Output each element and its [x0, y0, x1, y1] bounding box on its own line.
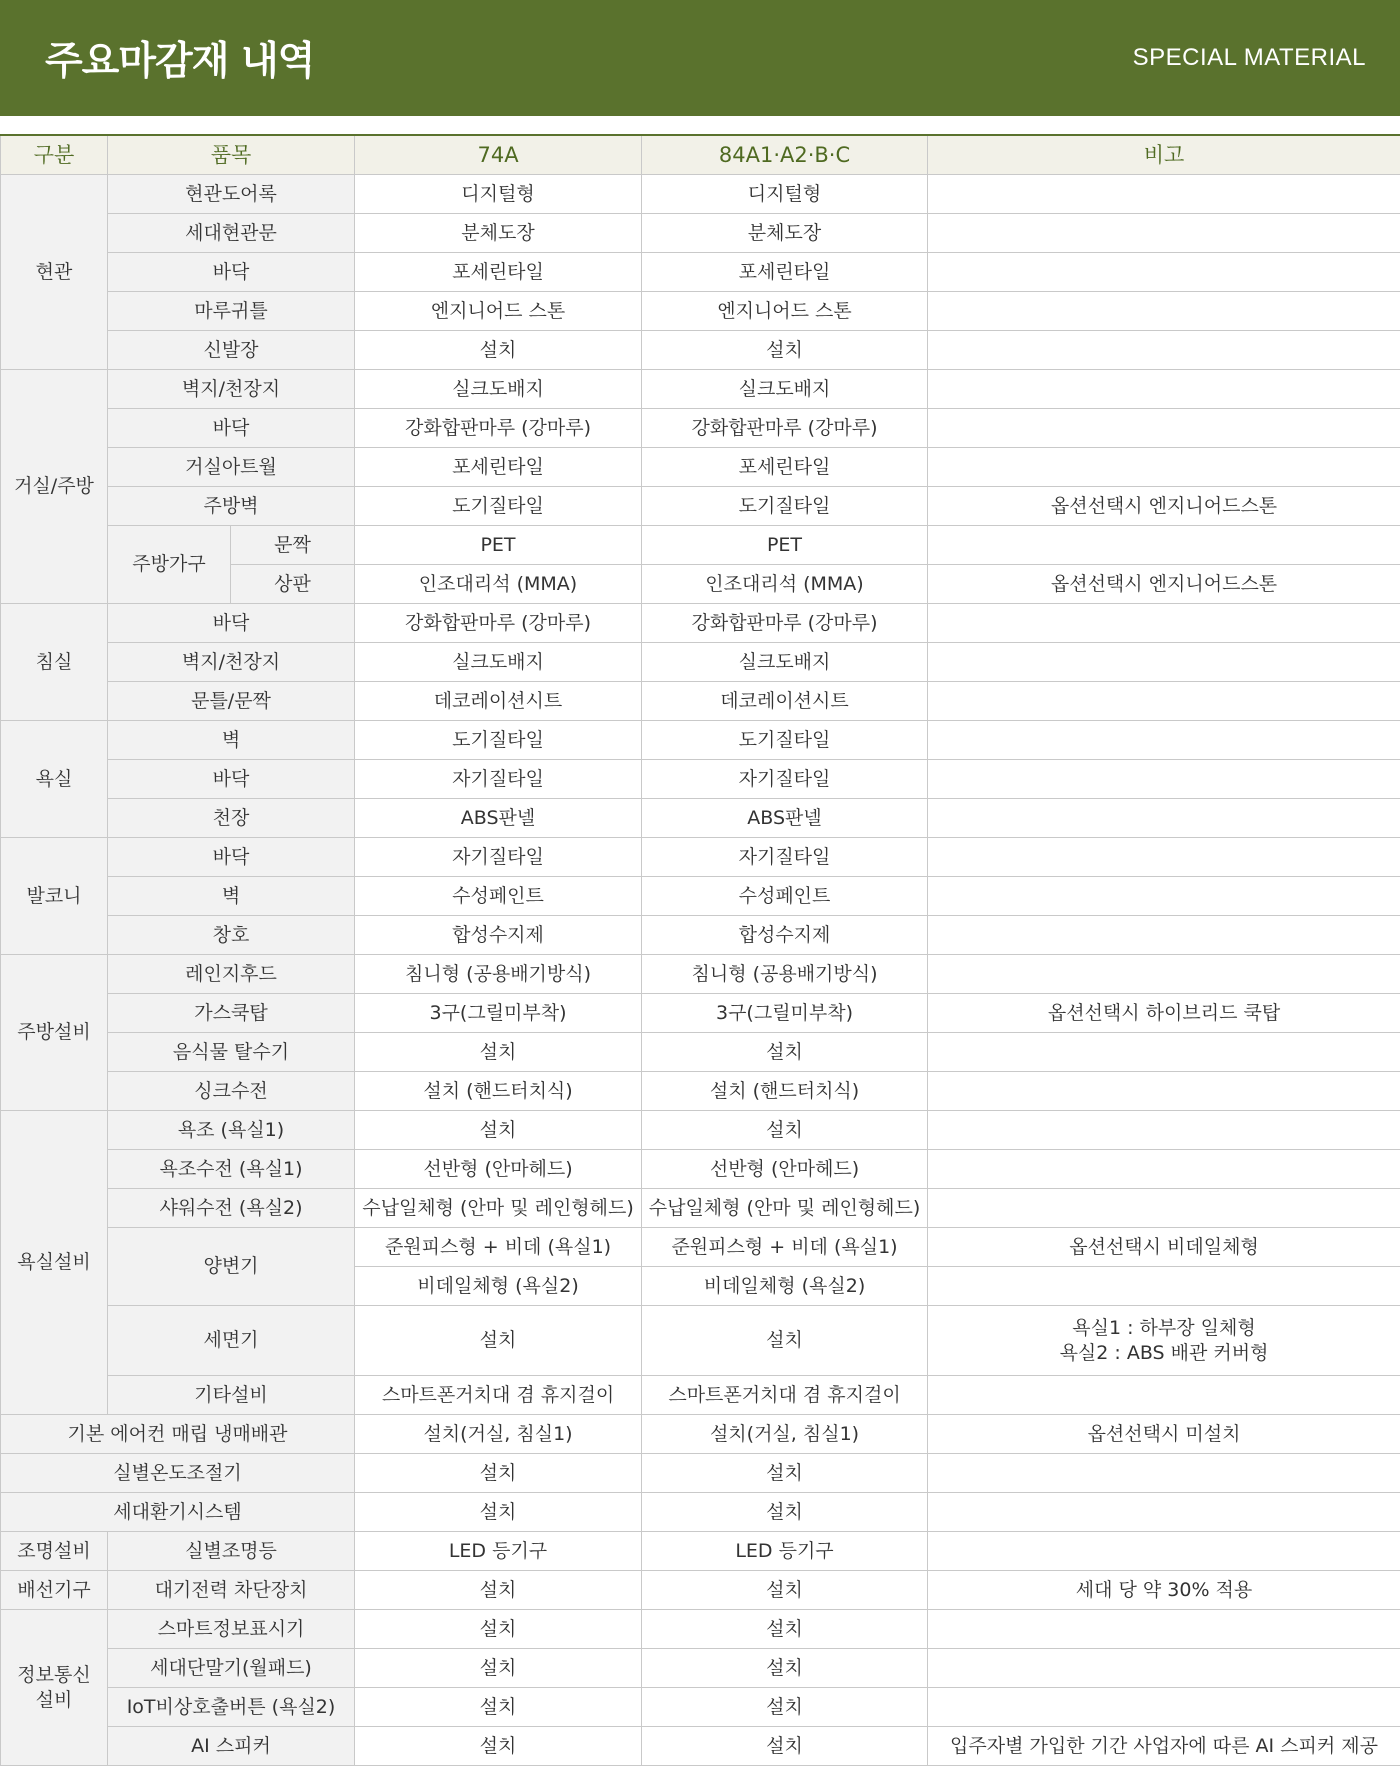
item-cell: 기타설비 — [108, 1376, 355, 1415]
category-line: 설비 — [35, 1688, 73, 1711]
table-row — [1, 331, 1400, 370]
value-74a: 비데일체형 (욕실2) — [355, 1267, 642, 1306]
value-84a: 포세린타일 — [642, 253, 928, 292]
value-84a: 준원피스형 + 비데 (욕실1) — [642, 1228, 928, 1267]
category-cell: 욕실설비 — [1, 1111, 108, 1415]
note-cell: 옵션선택시 미설치 — [928, 1415, 1400, 1454]
table-row — [1, 1033, 1400, 1072]
item-cell: 바닥 — [108, 760, 355, 799]
value-84a: 인조대리석 (MMA) — [642, 565, 928, 604]
note-cell — [928, 1454, 1400, 1493]
value-84a: 분체도장 — [642, 214, 928, 253]
note-cell — [928, 877, 1400, 916]
category-cell: 조명설비 — [1, 1532, 108, 1571]
value-74a: PET — [355, 526, 642, 565]
value-74a: 선반형 (안마헤드) — [355, 1150, 642, 1189]
note-cell: 옵션선택시 엔지니어드스톤 — [928, 565, 1400, 604]
category-cell: 주방설비 — [1, 955, 108, 1111]
value-74a: 설치 — [355, 1649, 642, 1688]
materials-table — [0, 134, 1400, 1766]
item-cell: 레인지후드 — [108, 955, 355, 994]
table-row — [1, 604, 1400, 643]
table-row — [1, 877, 1400, 916]
note-cell — [928, 1493, 1400, 1532]
value-84a: 설치 — [642, 1649, 928, 1688]
value-74a: 설치 — [355, 1454, 642, 1493]
category-cell: 욕실 — [1, 721, 108, 838]
value-84a: 디지털형 — [642, 175, 928, 214]
header-category: 구분 — [1, 135, 108, 175]
note-cell: 입주자별 가입한 기간 사업자에 따른 AI 스피커 제공 — [928, 1727, 1400, 1766]
note-cell — [928, 1072, 1400, 1111]
note-cell — [928, 370, 1400, 409]
value-84a: 엔지니어드 스톤 — [642, 292, 928, 331]
category-cell — [1, 1610, 108, 1766]
value-74a: 설치 — [355, 1111, 642, 1150]
item-cell: 거실아트월 — [108, 448, 355, 487]
table-row — [1, 292, 1400, 331]
item-cell: 스마트정보표시기 — [108, 1610, 355, 1649]
note-cell — [928, 604, 1400, 643]
value-74a: 합성수지제 — [355, 916, 642, 955]
value-74a: ABS판넬 — [355, 799, 642, 838]
table-row — [1, 721, 1400, 760]
table-row — [1, 1415, 1400, 1454]
page-header — [0, 0, 1400, 116]
value-84a: 강화합판마루 (강마루) — [642, 409, 928, 448]
table-row — [1, 682, 1400, 721]
table-row — [1, 1111, 1400, 1150]
header-74a: 74A — [355, 135, 642, 175]
table-row — [1, 448, 1400, 487]
table-row — [1, 1610, 1400, 1649]
value-74a: 수성페인트 — [355, 877, 642, 916]
value-74a: 준원피스형 + 비데 (욕실1) — [355, 1228, 642, 1267]
value-74a: 설치 — [355, 1493, 642, 1532]
value-74a: 수납일체형 (안마 및 레인형헤드) — [355, 1189, 642, 1228]
value-84a: 강화합판마루 (강마루) — [642, 604, 928, 643]
table-header-row — [1, 135, 1400, 175]
item-cell: 실별온도조절기 — [1, 1454, 355, 1493]
note-cell — [928, 253, 1400, 292]
table-row — [1, 643, 1400, 682]
item-cell: 주방벽 — [108, 487, 355, 526]
note-cell: 옵션선택시 엔지니어드스톤 — [928, 487, 1400, 526]
value-74a: 설치 — [355, 1610, 642, 1649]
item-cell: AI 스피커 — [108, 1727, 355, 1766]
table-row — [1, 253, 1400, 292]
value-84a: 실크도배지 — [642, 370, 928, 409]
note-cell — [928, 955, 1400, 994]
note-cell — [928, 643, 1400, 682]
value-84a: ABS판넬 — [642, 799, 928, 838]
item-cell: 문짝 — [231, 526, 355, 565]
note-cell — [928, 526, 1400, 565]
note-cell — [928, 175, 1400, 214]
value-84a: 침니형 (공용배기방식) — [642, 955, 928, 994]
table-row — [1, 838, 1400, 877]
item-cell: 현관도어록 — [108, 175, 355, 214]
value-74a: 3구(그릴미부착) — [355, 994, 642, 1033]
value-84a: 비데일체형 (욕실2) — [642, 1267, 928, 1306]
value-74a: 포세린타일 — [355, 448, 642, 487]
item-cell: 바닥 — [108, 409, 355, 448]
value-84a: 수납일체형 (안마 및 레인형헤드) — [642, 1189, 928, 1228]
value-74a: 자기질타일 — [355, 760, 642, 799]
table-row — [1, 370, 1400, 409]
item-cell: 벽지/천장지 — [108, 643, 355, 682]
item-cell: 욕조 (욕실1) — [108, 1111, 355, 1150]
item-cell: 세대환기시스템 — [1, 1493, 355, 1532]
note-cell — [928, 1150, 1400, 1189]
page-subtitle: SPECIAL MATERIAL — [1132, 44, 1366, 71]
value-74a: 도기질타일 — [355, 487, 642, 526]
table-row — [1, 1571, 1400, 1610]
value-74a: 인조대리석 (MMA) — [355, 565, 642, 604]
value-84a: 설치 — [642, 1688, 928, 1727]
value-74a: 설치 — [355, 1727, 642, 1766]
item-cell: 싱크수전 — [108, 1072, 355, 1111]
item-cell: 마루귀틀 — [108, 292, 355, 331]
item-cell: 욕조수전 (욕실1) — [108, 1150, 355, 1189]
value-84a: 실크도배지 — [642, 643, 928, 682]
value-84a: 설치 — [642, 1571, 928, 1610]
page-title: 주요마감재 내역 — [45, 39, 315, 84]
value-84a: 수성페인트 — [642, 877, 928, 916]
table-row — [1, 799, 1400, 838]
value-74a: 설치 — [355, 1033, 642, 1072]
category-cell: 거실/주방 — [1, 370, 108, 604]
value-74a: 실크도배지 — [355, 370, 642, 409]
value-84a: 설치 — [642, 1493, 928, 1532]
item-cell: 양변기 — [108, 1228, 355, 1306]
header-note: 비고 — [928, 135, 1400, 175]
item-cell: 벽 — [108, 877, 355, 916]
note-cell — [928, 214, 1400, 253]
note-cell — [928, 331, 1400, 370]
item-cell: 문틀/문짝 — [108, 682, 355, 721]
header-84a: 84A1·A2·B·C — [642, 135, 928, 175]
note-cell — [928, 721, 1400, 760]
table-row — [1, 1306, 1400, 1376]
item-cell: 샤워수전 (욕실2) — [108, 1189, 355, 1228]
value-84a: 포세린타일 — [642, 448, 928, 487]
note-cell — [928, 1267, 1400, 1306]
value-74a: 자기질타일 — [355, 838, 642, 877]
table-row — [1, 175, 1400, 214]
note-cell — [928, 916, 1400, 955]
value-74a: 분체도장 — [355, 214, 642, 253]
value-84a: LED 등기구 — [642, 1532, 928, 1571]
value-74a: 설치 — [355, 1571, 642, 1610]
table-row — [1, 1454, 1400, 1493]
item-cell: 천장 — [108, 799, 355, 838]
note-cell — [928, 838, 1400, 877]
value-74a: 실크도배지 — [355, 643, 642, 682]
table-row — [1, 526, 1400, 565]
value-84a: 3구(그릴미부착) — [642, 994, 928, 1033]
note-cell — [928, 682, 1400, 721]
item-cell: 창호 — [108, 916, 355, 955]
table-row — [1, 1727, 1400, 1766]
note-cell — [928, 292, 1400, 331]
category-cell: 침실 — [1, 604, 108, 721]
value-74a: 포세린타일 — [355, 253, 642, 292]
value-74a: 도기질타일 — [355, 721, 642, 760]
note-cell — [928, 1610, 1400, 1649]
item-cell: 바닥 — [108, 838, 355, 877]
value-74a: 스마트폰거치대 겸 휴지걸이 — [355, 1376, 642, 1415]
value-74a: 설치 — [355, 1688, 642, 1727]
category-line: 정보통신 — [17, 1663, 91, 1686]
table-row — [1, 955, 1400, 994]
item-cell: 바닥 — [108, 604, 355, 643]
value-84a: 설치 — [642, 1454, 928, 1493]
category-cell: 발코니 — [1, 838, 108, 955]
value-84a: 설치 — [642, 1306, 928, 1376]
value-84a: 합성수지제 — [642, 916, 928, 955]
table-row — [1, 760, 1400, 799]
value-84a: 선반형 (안마헤드) — [642, 1150, 928, 1189]
note-cell — [928, 1376, 1400, 1415]
note-cell: 옵션선택시 비데일체형 — [928, 1228, 1400, 1267]
value-74a: 강화합판마루 (강마루) — [355, 409, 642, 448]
value-84a: 설치(거실, 침실1) — [642, 1415, 928, 1454]
note-line: 욕실1 : 하부장 일체형 — [1072, 1316, 1256, 1339]
item-cell: 실별조명등 — [108, 1532, 355, 1571]
table-row — [1, 409, 1400, 448]
item-cell: 바닥 — [108, 253, 355, 292]
note-cell — [928, 1189, 1400, 1228]
value-74a: 설치 — [355, 331, 642, 370]
item-cell: 세면기 — [108, 1306, 355, 1376]
value-84a: 스마트폰거치대 겸 휴지걸이 — [642, 1376, 928, 1415]
note-cell — [928, 1306, 1400, 1376]
note-cell: 세대 당 약 30% 적용 — [928, 1571, 1400, 1610]
note-cell — [928, 409, 1400, 448]
subgroup-cell: 주방가구 — [108, 526, 231, 604]
value-84a: 도기질타일 — [642, 721, 928, 760]
item-cell: 벽지/천장지 — [108, 370, 355, 409]
header-item: 품목 — [108, 135, 355, 175]
value-84a: 설치 (핸드터치식) — [642, 1072, 928, 1111]
table-row — [1, 1493, 1400, 1532]
table-row — [1, 1228, 1400, 1267]
value-74a: 엔지니어드 스톤 — [355, 292, 642, 331]
note-cell — [928, 1532, 1400, 1571]
value-84a: 설치 — [642, 1111, 928, 1150]
item-cell: 신발장 — [108, 331, 355, 370]
item-cell: 대기전력 차단장치 — [108, 1571, 355, 1610]
item-cell: 벽 — [108, 721, 355, 760]
item-cell: 가스쿡탑 — [108, 994, 355, 1033]
value-84a: 설치 — [642, 1033, 928, 1072]
value-84a: 자기질타일 — [642, 838, 928, 877]
item-cell: 기본 에어컨 매립 냉매배관 — [1, 1415, 355, 1454]
value-84a: 데코레이션시트 — [642, 682, 928, 721]
note-cell — [928, 1033, 1400, 1072]
value-84a: 설치 — [642, 1610, 928, 1649]
value-74a: 침니형 (공용배기방식) — [355, 955, 642, 994]
value-74a: 설치(거실, 침실1) — [355, 1415, 642, 1454]
table-row — [1, 916, 1400, 955]
value-74a: 디지털형 — [355, 175, 642, 214]
note-cell — [928, 760, 1400, 799]
table-row — [1, 1189, 1400, 1228]
note-cell — [928, 799, 1400, 838]
item-cell: 세대단말기(월패드) — [108, 1649, 355, 1688]
note-cell — [928, 1111, 1400, 1150]
table-row — [1, 1649, 1400, 1688]
item-cell: 음식물 탈수기 — [108, 1033, 355, 1072]
category-cell: 현관 — [1, 175, 108, 370]
table-row — [1, 1376, 1400, 1415]
table-row — [1, 994, 1400, 1033]
value-84a: 설치 — [642, 1727, 928, 1766]
value-74a: 설치 — [355, 1306, 642, 1376]
value-84a: 설치 — [642, 331, 928, 370]
value-74a: 설치 (핸드터치식) — [355, 1072, 642, 1111]
note-cell: 옵션선택시 하이브리드 쿡탑 — [928, 994, 1400, 1033]
value-84a: 도기질타일 — [642, 487, 928, 526]
table-row — [1, 487, 1400, 526]
table-row — [1, 1072, 1400, 1111]
table-row — [1, 214, 1400, 253]
table-row — [1, 1150, 1400, 1189]
item-cell: 세대현관문 — [108, 214, 355, 253]
table-row — [1, 1688, 1400, 1727]
value-74a: LED 등기구 — [355, 1532, 642, 1571]
value-74a: 데코레이션시트 — [355, 682, 642, 721]
category-cell: 배선기구 — [1, 1571, 108, 1610]
value-84a: 자기질타일 — [642, 760, 928, 799]
note-cell — [928, 1688, 1400, 1727]
value-74a: 강화합판마루 (강마루) — [355, 604, 642, 643]
note-cell — [928, 448, 1400, 487]
note-line: 욕실2 : ABS 배관 커버형 — [1059, 1341, 1269, 1364]
item-cell: 상판 — [231, 565, 355, 604]
note-cell — [928, 1649, 1400, 1688]
value-84a: PET — [642, 526, 928, 565]
item-cell: IoT비상호출버튼 (욕실2) — [108, 1688, 355, 1727]
table-row — [1, 1532, 1400, 1571]
